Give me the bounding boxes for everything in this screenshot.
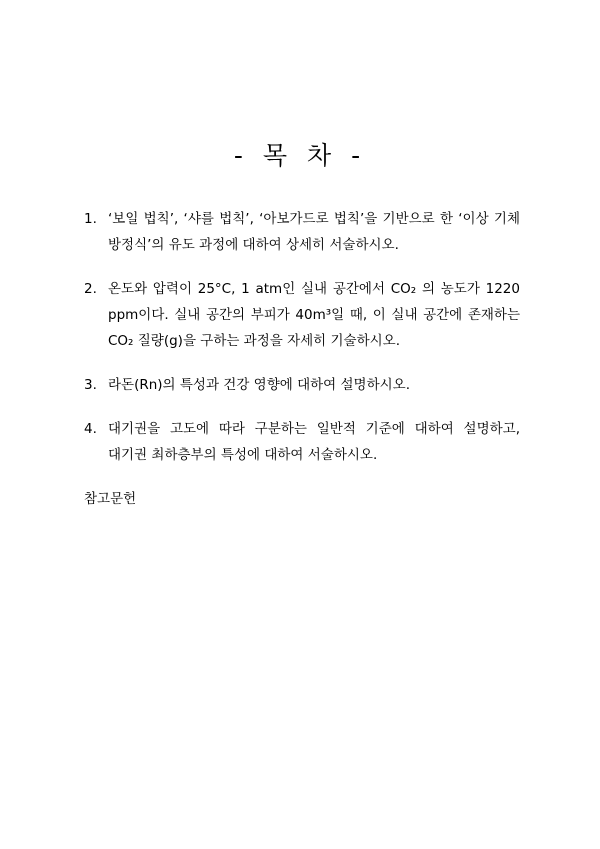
toc-item-text: ‘보일 법칙’, ‘샤를 법칙’, ‘아보가드로 법칙’을 기반으로 한 ‘이상 기체 방정식’의 유도 과정에 대하여 상세히 서술하시오. (108, 211, 520, 253)
table-of-contents (84, 206, 520, 512)
toc-item-number: 2. (84, 281, 97, 297)
toc-item-number: 4. (84, 421, 97, 437)
references-heading: 참고문헌 (84, 491, 137, 507)
toc-item-3 (84, 372, 520, 398)
toc-item-text: 라돈(Rn)의 특성과 건강 영향에 대하여 설명하시오. (108, 377, 410, 393)
toc-item-2 (84, 276, 520, 354)
toc-item-number: 1. (84, 211, 97, 227)
toc-item-text: 온도와 압력이 25°C, 1 atm인 실내 공간에서 CO₂ 의 농도가 1220 ppm이다. 실내 공간의 부피가 40m³일 때, 이 실내 공간에 존재하는 CO₂ 질량(g)을 구하는 과정을 자세히 기술하시오. (108, 281, 520, 349)
toc-item-number: 3. (84, 377, 97, 393)
toc-item-text: 대기권을 고도에 따라 구분하는 일반적 기준에 대하여 설명하고, 대기권 최하층부의 특성에 대하여 서술하시오. (108, 421, 520, 463)
page-title: - 목 차 - (233, 141, 367, 170)
toc-item-1 (84, 206, 520, 258)
toc-item-4 (84, 416, 520, 468)
